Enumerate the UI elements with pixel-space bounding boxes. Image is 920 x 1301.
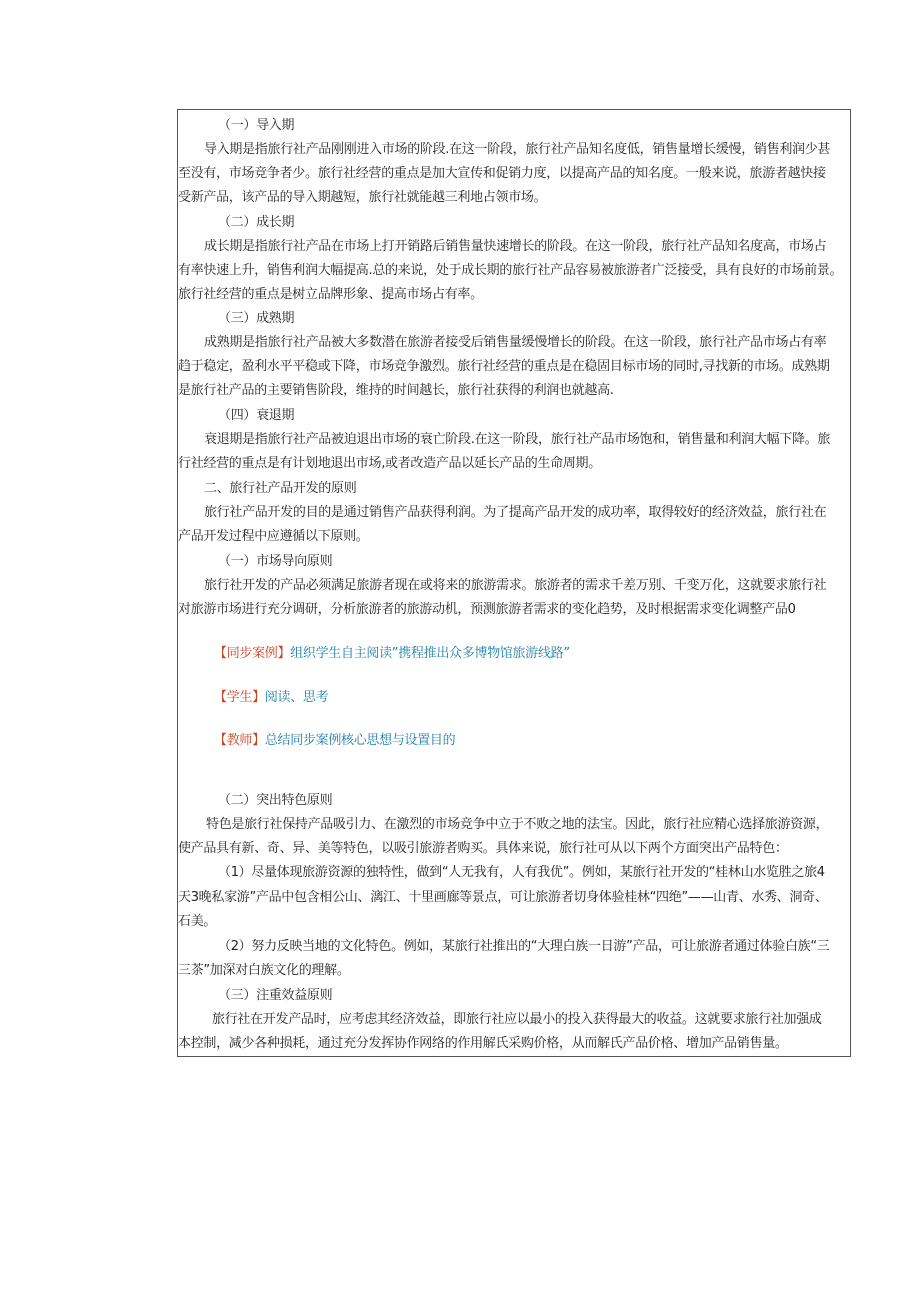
heading-decline-stage: （四）衰退期 [218, 408, 295, 423]
paragraph-line: 导入期是指旅行社产品刚刚进入市场的阶段.在这一阶段，旅行社产品知名度低，销售量增长缓慢，销售利润少甚 [204, 142, 831, 157]
paragraph-line: 特色是旅行社保持产品吸引力、在激烈的市场竞争中立于不败之地的法宝。因此，旅行社应精心选择旅游资源， [206, 817, 829, 832]
paragraph-line: 受新产品，该产品的导入期越短，旅行社就能越三利地占领市场。 [178, 190, 547, 205]
note-tag: 【教师】 [214, 733, 265, 748]
paragraph-line: 使产品具有新、奇、异、美等特色，以吸引旅游者购买。具体来说，旅行社可从以下两个方面突出产品特色： [178, 841, 788, 856]
paragraph-line: 石美。 [178, 914, 217, 929]
paragraph-line: 趋于稳定，盈利水平平稳或下降，市场竞争激烈。旅行社经营的重点是在稳固目标市场的同时,寻找新的市场。成熟期 [178, 359, 830, 374]
paragraph-line: 成熟期是指旅行社产品被大多数潜在旅游者接受后销售量缓慢增长的阶段。在这一阶段，旅行社产品市场占有率 [204, 335, 827, 350]
paragraph-line: 对旅游市场进行充分调研，分析旅游者的旅游动机，预测旅游者需求的变化趋势，及时根据需求变化调整产品0 [178, 602, 796, 617]
paragraph-line: 至没有，市场竞争者少。旅行社经营的重点是加大宣传和促销力度，以提高产品的知名度。一般来说，旅游者越快接 [178, 166, 826, 181]
note-tag: 【学生】 [214, 690, 265, 705]
paragraph-line: 是旅行社产品的主要销售阶段，维持的时间越长，旅行社获得的利润也就越高. [178, 383, 614, 398]
paragraph-line: 旅行社经营的重点是树立品牌形象、提高市场占有率。 [178, 287, 483, 302]
heading-growth-stage: （二）成长期 [218, 215, 295, 230]
heading-intro-stage: （一）导入期 [218, 118, 295, 133]
note-student [178, 689, 854, 707]
paragraph-line: 产品开发过程中应遵循以下原则。 [178, 529, 369, 544]
paragraph-line: 旅行社开发的产品必须满足旅游者现在或将来的旅游需求。旅游者的需求千差万别、千变万化，这就要求旅行社 [204, 578, 827, 593]
paragraph-line: 衰退期是指旅行社产品被迫退出市场的衰亡阶段.在这一阶段，旅行社产品市场饱和，销售量和利润大幅下降。旅 [204, 432, 831, 447]
note-teacher [178, 732, 854, 750]
heading-mature-stage: （三）成熟期 [218, 311, 295, 326]
heading-distinctive-features: （二）突出特色原则 [218, 793, 333, 808]
paragraph-line: 旅行社在开发产品时，应考虑其经济效益，即旅行社应以最小的投入获得最大的收益。这就要求旅行社加强成 [212, 1012, 822, 1027]
paragraph-line: （2）努力反映当地的文化特色。例如，某旅行社推出的“大理白族一日游”产品，可让旅游者通过体验白族“三 [218, 939, 830, 954]
note-text: 阅读、思考 [264, 690, 329, 705]
note-tag: 【同步案例】 [214, 646, 291, 661]
paragraph-line: 本控制，减少各种损耗，通过充分发挥协作网络的作用解氏采购价格，从而解氏产品价格、增加产品销售量。 [178, 1036, 788, 1051]
heading-market-oriented: （一）市场导向原则 [218, 554, 333, 569]
heading-development-principles: 二、旅行社产品开发的原则 [204, 481, 357, 496]
paragraph-line: 成长期是指旅行社产品在市场上打开销路后销售量快速增长的阶段。在这一阶段，旅行社产品知名度高，市场占 [204, 239, 827, 254]
note-case [178, 645, 854, 663]
note-text: 组织学生自主阅读”携程推出众多博物馆旅游线路” [290, 646, 570, 661]
paragraph-line: （1）尽量体现旅游资源的独特性，做到“人无我有，人有我优”。例如，某旅行社开发的“桂林山水览胜之旅4 [218, 865, 825, 880]
paragraph-line: 旅行社产品开发的目的是通过销售产品获得利润。为了提高产品开发的成功率，取得较好的经济效益，旅行社在 [204, 505, 827, 520]
heading-economic-benefit: （三）注重效益原则 [218, 988, 333, 1003]
paragraph-line: 有率快速上升，销售利润大幅提高.总的来说，处于成长期的旅行社产品容易被旅游者广泛接受，具有良好的市场前景。 [178, 263, 843, 278]
note-text: 总结同步案例核心思想与设置目的 [264, 733, 456, 748]
paragraph-line: 三茶”加深对白族文化的理解。 [178, 963, 350, 978]
paragraph-line: 天3晚私家游”产品中包含相公山、漓江、十里画廊等景点，可让旅游者切身体验桂林“四绝”——山青、水秀、洞奇、 [178, 890, 828, 905]
paragraph-line: 行社经营的重点是有计划地退出市场,或者改造产品以延长产品的生命周期。 [178, 456, 601, 471]
